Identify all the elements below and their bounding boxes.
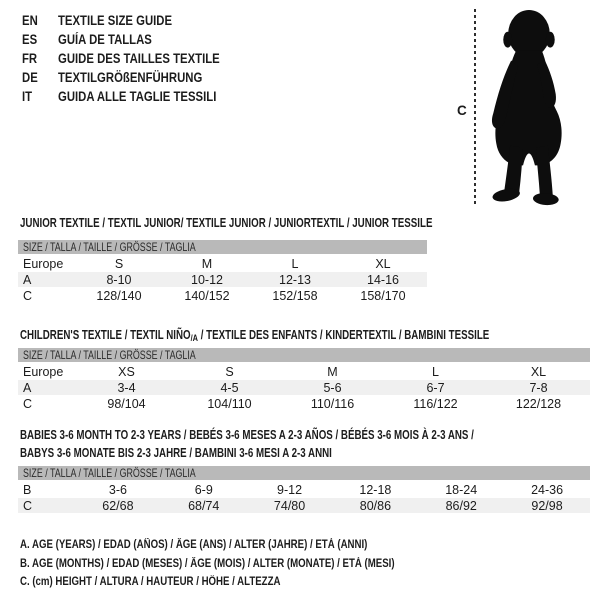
language-code-en: EN	[22, 13, 38, 28]
row-label: C	[23, 498, 33, 513]
height-measure-label: C	[457, 103, 467, 118]
language-code-it: IT	[22, 89, 33, 104]
language-code-de: DE	[22, 70, 38, 85]
row-label: Europe	[23, 256, 64, 271]
table-row: Europe XS S M L XL	[18, 364, 590, 380]
language-code-fr: FR	[22, 51, 38, 66]
language-row-fr	[22, 49, 251, 68]
table-row: A 3-4 4-5 5-6 6-7 7-8	[18, 380, 590, 396]
page-title-de: TEXTILGRÖßENFÜHRUNG	[58, 70, 203, 85]
row-label: A	[23, 272, 32, 287]
row-label: C	[23, 396, 33, 411]
page-title-fr: GUIDE DES TAILLES TEXTILE	[58, 51, 220, 66]
children-section-title: CHILDREN'S TEXTILE / TEXTIL NIÑO/A / TEXTILE DES ENFANTS / KINDERTEXTIL / BAMBINI TESSILE	[20, 328, 490, 344]
size-header-bar: SIZE / TALLA / TAILLE / GRÖSSE / TAGLIA	[18, 348, 590, 362]
language-code-es: ES	[22, 32, 38, 47]
babies-size-table	[18, 466, 590, 514]
junior-section-title: JUNIOR TEXTILE / TEXTIL JUNIOR/ TEXTILE JUNIOR / JUNIORTEXTIL / JUNIOR TESSILE	[20, 216, 433, 230]
language-row-de	[22, 68, 251, 87]
row-label: Europe	[23, 364, 64, 379]
table-row: A 8-10 10-12 12-13 14-16	[18, 272, 427, 288]
row-label: A	[23, 380, 32, 395]
size-header-bar: SIZE / TALLA / TAILLE / GRÖSSE / TAGLIA	[18, 466, 590, 480]
page-title-it: GUIDA ALLE TAGLIE TESSILI	[58, 89, 217, 104]
toddler-silhouette-icon	[483, 9, 573, 207]
footnote-age-years: A. AGE (YEARS) / EDAD (AÑOS) / ÂGE (ANS) / ALTER (JAHRE) / ETÀ (ANNI)	[20, 539, 368, 552]
language-row-it	[22, 87, 251, 106]
row-label: C	[23, 288, 33, 303]
babies-section-title: BABIES 3-6 MONTH TO 2-3 YEARS / BEBÉS 3-6 MESES A 2-3 AÑOS / BÉBÉS 3-6 MOIS À 2-3 ANS / BABYS 3-6 MONATE BIS 2-3 JAHRE / BAMBINI 3-6 MESI A 2-3 ANNI	[20, 428, 474, 460]
footnote-height-cm: C. (cm) HEIGHT / ALTURA / HAUTEUR / HÖHE / ALTEZZA	[20, 576, 281, 589]
row-label: B	[23, 482, 32, 497]
legend-footnotes	[20, 536, 466, 592]
height-measure-dashed-line	[474, 9, 476, 207]
page-title-es: GUÍA DE TALLAS	[58, 32, 152, 47]
junior-size-table	[18, 240, 427, 304]
table-row: C 128/140 140/152 152/158 158/170	[18, 288, 427, 304]
table-row: B 3-6 6-9 9-12 12-18 18-24 24-36	[18, 482, 590, 498]
language-row-es	[22, 30, 251, 49]
table-row: C 98/104 104/110 110/116 116/122 122/128	[18, 396, 590, 412]
size-header-bar: SIZE / TALLA / TAILLE / GRÖSSE / TAGLIA	[18, 240, 427, 254]
page-title-en: TEXTILE SIZE GUIDE	[58, 13, 173, 28]
table-row: Europe S M L XL	[18, 256, 427, 272]
language-title-list	[22, 11, 251, 106]
language-row-en	[22, 11, 251, 30]
footnote-age-months: B. AGE (MONTHS) / EDAD (MESES) / ÂGE (MOIS) / ALTER (MONATE) / ETÀ (MESI)	[20, 557, 395, 570]
children-size-table	[18, 348, 590, 412]
table-row: C 62/68 68/74 74/80 80/86 86/92 92/98	[18, 498, 590, 514]
